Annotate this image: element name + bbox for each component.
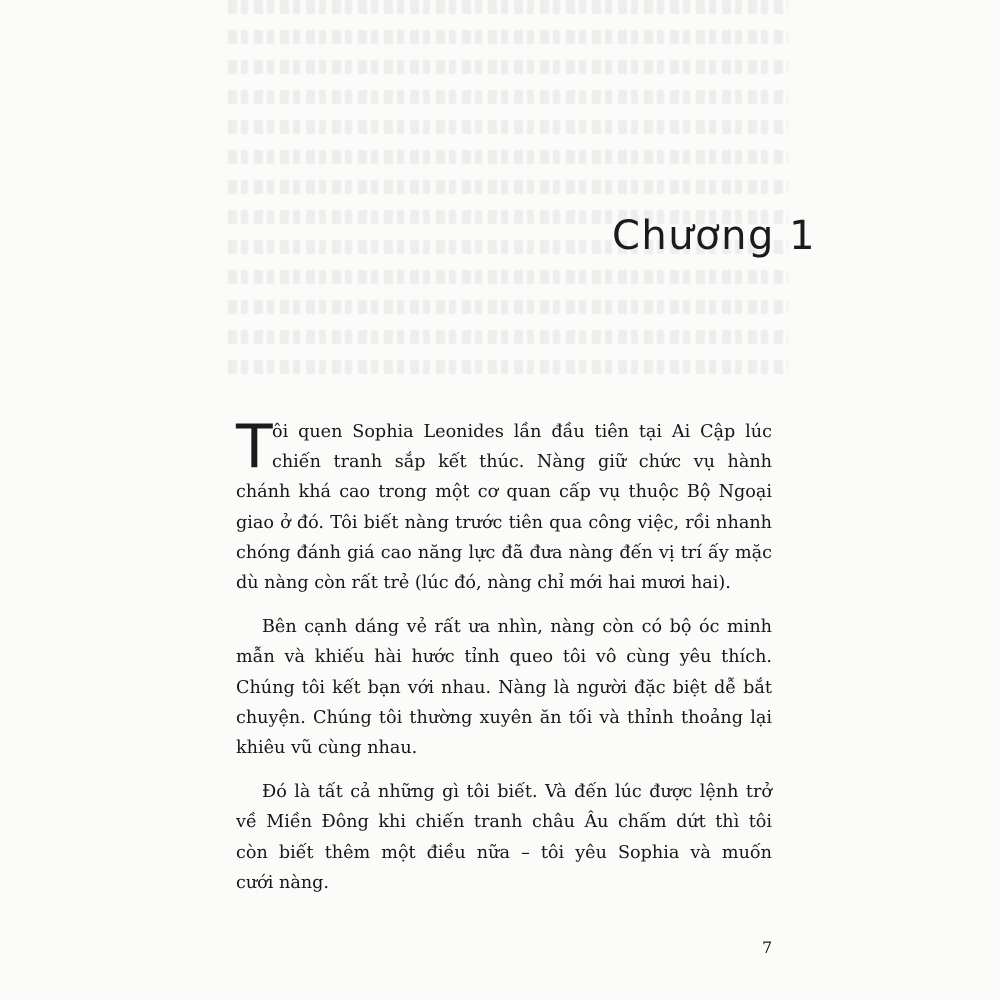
drop-cap: T [236, 412, 273, 482]
text-line: chiến tranh sắp kết thúc. Nàng giữ chức vụ hành [272, 452, 772, 473]
paragraph-2 [236, 612, 772, 763]
drop-cap-block [236, 412, 772, 482]
text-line: ôi quen Sophia Leonides lần đầu tiên tại Ai Cập lúc [272, 422, 772, 442]
text-line: cưới nàng. [236, 872, 330, 893]
page-number: 7 [762, 938, 773, 957]
text-line: Đó là tất cả những gì tôi biết. Và đến lúc được lệnh trở [262, 782, 772, 803]
bleed-through-texture [228, 0, 788, 410]
text-line: mẫn và khiếu hài hước tỉnh queo tôi vô cùng yêu thích. [236, 647, 772, 668]
text-line: giao ở đó. Tôi biết nàng trước tiên qua công việc, rồi nhanh [236, 512, 772, 533]
text-line: chóng đánh giá cao năng lực đã đưa nàng đến vị trí ấy mặc [236, 542, 772, 563]
paragraph-1 [236, 412, 772, 598]
chapter-body [236, 412, 772, 912]
text-line: khiêu vũ cùng nhau. [236, 738, 418, 759]
text-line: Bên cạnh dáng vẻ rất ưa nhìn, nàng còn có bộ óc minh [262, 617, 772, 638]
paragraph-3 [236, 777, 772, 898]
text-line: dù nàng còn rất trẻ (lúc đó, nàng chỉ mới hai mươi hai). [236, 573, 731, 594]
text-line: còn biết thêm một điều nữa – tôi yêu Sophia và muốn [236, 842, 772, 863]
text-line: chuyện. Chúng tôi thường xuyên ăn tối và thỉnh thoảng lại [236, 707, 772, 728]
text-line: về Miền Đông khi chiến tranh châu Âu chấm dứt thì tôi [236, 812, 772, 833]
text-line: Chúng tôi kết bạn với nhau. Nàng là người đặc biệt dễ bắt [236, 677, 772, 698]
text-line: chánh khá cao trong một cơ quan cấp vụ thuộc Bộ Ngoại [236, 482, 772, 503]
chapter-title: Chương 1 [612, 213, 817, 259]
